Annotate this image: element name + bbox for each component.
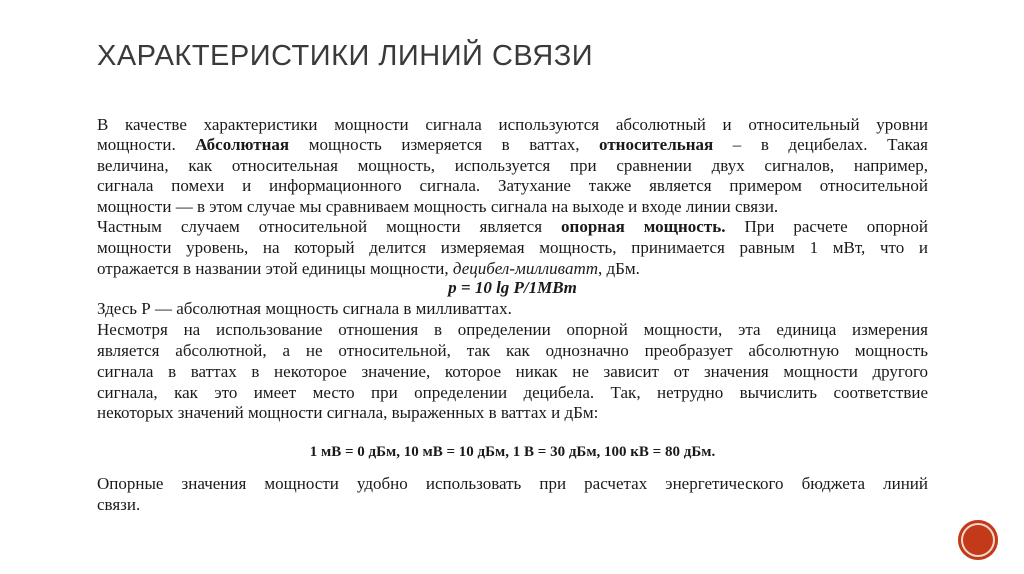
slide-title: ХАРАКТЕРИСТИКИ ЛИНИЙ СВЯЗИ	[97, 40, 594, 72]
body-line: мощности уровень, на который делится измеряемая мощность, принимается равным 1 мВт, что и	[97, 238, 928, 257]
body-line: некоторых значений мощности сигнала, выраженных в ваттах и дБм:	[97, 403, 599, 422]
text: мощности.	[97, 135, 196, 154]
body-line: Здесь Р — абсолютная мощность сигнала в милливаттах.	[97, 299, 512, 318]
formula: p = 10 lg P/1MBm	[448, 278, 577, 297]
body-line: В качестве характеристики мощности сигнала используются абсолютный и относительный уровни	[97, 115, 928, 134]
body-line	[97, 217, 928, 237]
term-absolute: Абсолютная	[195, 135, 290, 154]
term-reference-power: опорная мощность.	[561, 217, 726, 236]
body-line	[97, 135, 928, 155]
text: – в децибелах. Такая	[713, 135, 928, 154]
term-dbm: децибел-милливатт	[452, 259, 598, 278]
term-relative: относительная	[599, 135, 714, 154]
body-line: сигнала помехи и информационного сигнала. Затухание также является примером относительной	[97, 176, 928, 195]
body-line: Опорные значения мощности удобно использовать при расчетах энергетического бюджета линий	[97, 474, 928, 493]
body-line: сигнала, как это имеет место при определении децибела. Так, нетрудно вычислить соответствие	[97, 383, 928, 402]
text: отражается в названии этой единицы мощности,	[97, 259, 453, 278]
body-line: сигнала в ваттах в некоторое значение, которое никак не зависит от значения мощности другого	[97, 362, 928, 381]
body-line: является абсолютной, а не относительной, так как однозначно преобразует абсолютную мощность	[97, 341, 928, 360]
text: , дБм.	[598, 259, 640, 278]
text: мощность измеряется в ваттах,	[289, 135, 600, 154]
text: Частным случаем относительной мощности является	[97, 217, 562, 236]
body-line: Несмотря на использование отношения в определении опорной мощности, эта единица измерения	[97, 320, 928, 339]
body-line: мощности — в этом случае мы сравниваем мощность сигнала на выходе и входе линии связи.	[97, 197, 779, 216]
body-line: связи.	[97, 495, 141, 514]
examples-line: 1 мВ = 0 дБм, 10 мВ = 10 дБм, 1 В = 30 дБм, 100 кВ = 80 дБм.	[309, 444, 716, 460]
body-line: величина, как относительная мощность, используется при сравнении двух сигналов, например,	[97, 156, 928, 175]
slide-nav-circle-icon	[958, 520, 998, 560]
text: При расчете опорной	[725, 217, 928, 236]
body-line	[97, 259, 928, 279]
